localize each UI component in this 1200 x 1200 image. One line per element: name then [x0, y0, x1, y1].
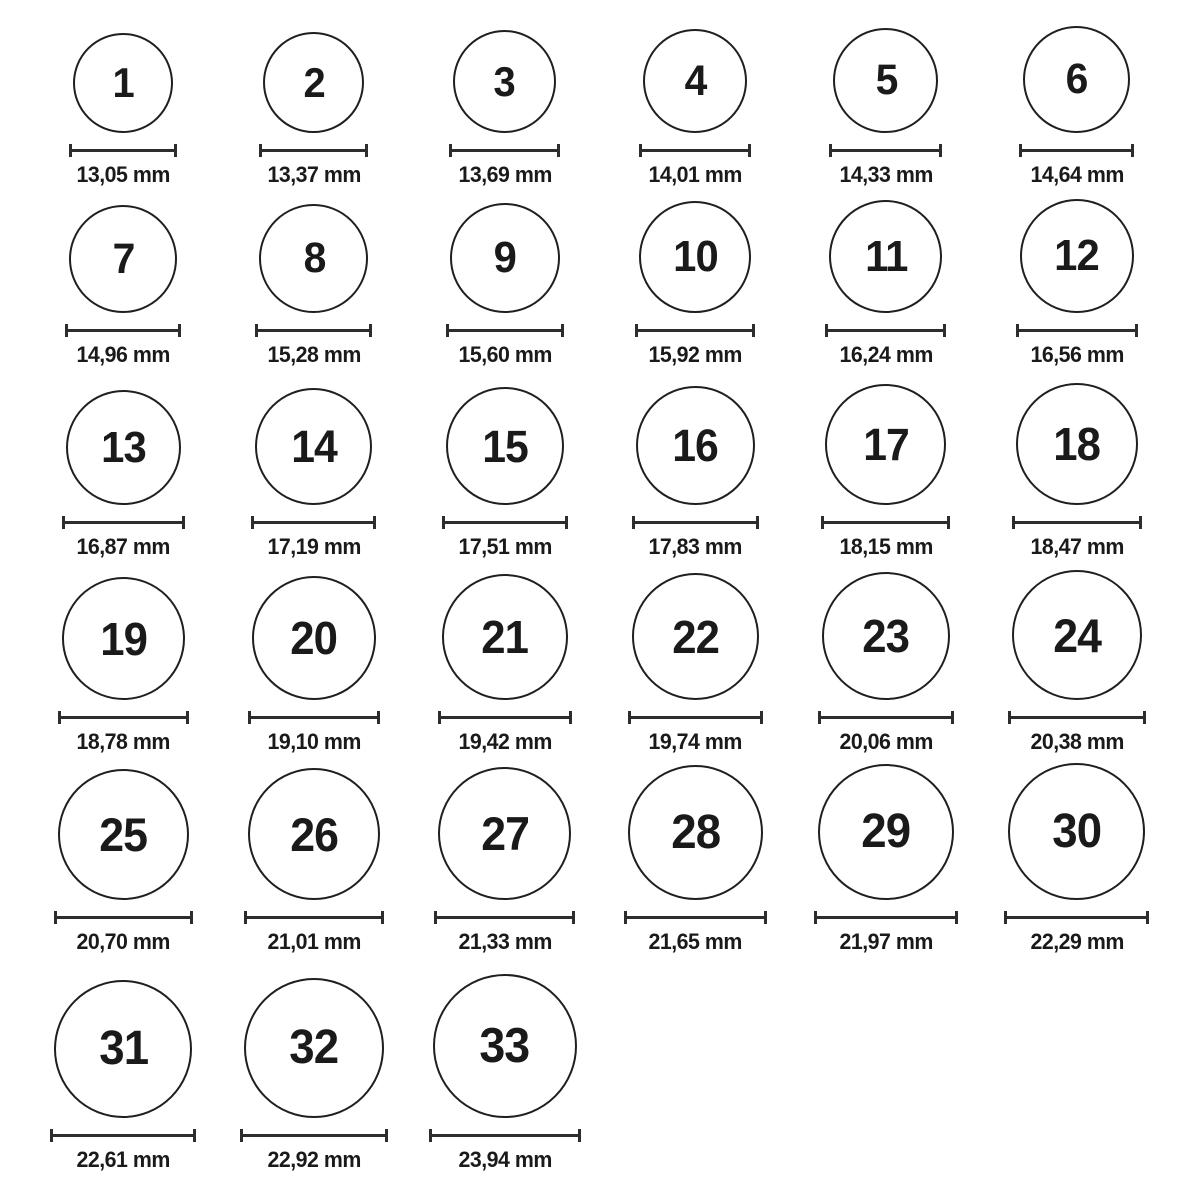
ring-circle	[1012, 570, 1142, 700]
diameter-ruler-line	[1018, 329, 1136, 332]
diameter-label: 22,92 mm	[267, 1147, 361, 1172]
ring-size-number: 3	[494, 57, 516, 105]
ring-size-item	[791, 757, 982, 957]
ring-circle	[643, 29, 747, 133]
ring-circle	[433, 974, 577, 1118]
ring-size-item	[219, 562, 410, 757]
diameter-ruler-line	[56, 916, 191, 919]
diameter-ruler-icon	[50, 1129, 196, 1142]
ring-size-number: 22	[671, 610, 719, 663]
diameter-ruler-line	[246, 916, 382, 919]
diameter-ruler-icon	[1012, 516, 1142, 529]
diameter-label: 21,97 mm	[839, 929, 933, 954]
diameter-ruler-icon	[62, 516, 185, 529]
diameter-ruler-line	[634, 521, 757, 524]
diameter-ruler-line	[1006, 916, 1147, 919]
diameter-label: 21,33 mm	[457, 929, 552, 954]
diameter-label: 22,29 mm	[1029, 929, 1124, 954]
diameter-ruler-icon	[628, 711, 763, 724]
diameter-ruler-line	[64, 521, 183, 524]
ring-circle	[244, 978, 384, 1118]
diameter-label: 19,42 mm	[457, 729, 552, 754]
diameter-ruler-icon	[449, 144, 560, 157]
diameter-ruler-line	[250, 716, 378, 719]
ring-size-item	[600, 757, 791, 957]
diameter-ruler-icon	[429, 1129, 581, 1142]
diameter-ruler-line	[67, 329, 179, 332]
ring-size-item	[981, 757, 1172, 957]
ring-size-number: 31	[98, 1022, 148, 1075]
diameter-ruler-icon	[1004, 911, 1149, 924]
diameter-ruler-icon	[446, 324, 564, 337]
ring-size-number: 2	[303, 58, 325, 106]
diameter-ruler-line	[448, 329, 562, 332]
diameter-ruler-icon	[632, 516, 759, 529]
diameter-ruler-icon	[244, 911, 384, 924]
diameter-ruler-icon	[818, 711, 954, 724]
ring-size-number: 7	[112, 234, 135, 283]
ring-size-number: 21	[481, 611, 529, 663]
diameter-ruler-icon	[829, 144, 942, 157]
diameter-label: 14,01 mm	[648, 162, 743, 187]
diameter-ruler-icon	[54, 911, 193, 924]
ring-size-number: 24	[1052, 608, 1101, 662]
diameter-label: 19,74 mm	[648, 729, 743, 754]
ring-size-item	[409, 0, 600, 190]
ring-size-number: 26	[290, 807, 338, 861]
diameter-ruler-line	[431, 1134, 579, 1137]
diameter-label: 20,06 mm	[839, 729, 933, 754]
ring-size-number: 13	[101, 422, 146, 472]
diameter-label: 14,96 mm	[76, 342, 171, 367]
ring-size-item	[791, 190, 982, 370]
ring-circle	[822, 572, 950, 700]
ring-size-item	[28, 957, 219, 1175]
diameter-ruler-line	[440, 716, 570, 719]
ring-size-number: 29	[861, 805, 911, 858]
ring-size-number: 6	[1065, 55, 1088, 103]
diameter-ruler-line	[820, 716, 952, 719]
diameter-label: 18,47 mm	[1029, 534, 1124, 559]
diameter-ruler-line	[1021, 149, 1132, 152]
diameter-label: 16,87 mm	[76, 534, 171, 559]
ring-size-item	[600, 562, 791, 757]
diameter-label: 17,51 mm	[457, 534, 552, 559]
ring-size-number: 12	[1054, 231, 1099, 280]
ring-size-item	[600, 190, 791, 370]
ring-circle	[825, 384, 946, 505]
diameter-ruler-line	[1010, 716, 1144, 719]
ring-circle	[639, 201, 751, 313]
ring-size-number: 9	[493, 233, 516, 282]
diameter-label: 13,69 mm	[457, 162, 552, 187]
diameter-label: 21,01 mm	[267, 929, 361, 954]
diameter-ruler-icon	[240, 1129, 388, 1142]
ring-circle	[829, 200, 942, 313]
ring-size-item	[409, 190, 600, 370]
ring-circle	[73, 33, 173, 133]
ring-size-item	[219, 957, 410, 1175]
ring-size-number: 33	[479, 1018, 530, 1073]
diameter-ruler-line	[637, 329, 753, 332]
ring-size-number: 23	[862, 610, 910, 662]
ring-size-number: 32	[289, 1021, 339, 1074]
diameter-ruler-icon	[58, 711, 189, 724]
ring-size-item	[409, 370, 600, 562]
diameter-ruler-line	[816, 916, 956, 919]
ring-size-item	[28, 757, 219, 957]
diameter-ruler-icon	[814, 911, 958, 924]
ring-circle	[62, 577, 185, 700]
diameter-ruler-line	[831, 149, 940, 152]
diameter-ruler-icon	[65, 324, 181, 337]
ring-size-item	[791, 562, 982, 757]
diameter-ruler-icon	[251, 516, 376, 529]
ring-circle	[818, 764, 954, 900]
ring-circle	[442, 574, 568, 700]
diameter-ruler-line	[827, 329, 944, 332]
diameter-label: 17,83 mm	[648, 534, 743, 559]
ring-size-item	[219, 757, 410, 957]
ring-size-number: 5	[875, 56, 897, 104]
ring-size-item	[409, 562, 600, 757]
diameter-ruler-line	[1014, 521, 1140, 524]
ring-circle	[1020, 199, 1134, 313]
diameter-ruler-line	[444, 521, 566, 524]
ring-circle	[263, 32, 364, 133]
diameter-label: 20,38 mm	[1029, 729, 1124, 754]
diameter-label: 19,10 mm	[267, 729, 361, 754]
ring-size-number: 17	[863, 419, 909, 470]
diameter-ruler-icon	[624, 911, 767, 924]
diameter-ruler-icon	[248, 711, 380, 724]
ring-size-number: 18	[1053, 418, 1101, 470]
ring-circle	[252, 576, 376, 700]
diameter-label: 13,37 mm	[267, 162, 361, 187]
ring-size-item	[219, 370, 410, 562]
diameter-label: 15,92 mm	[648, 342, 743, 367]
diameter-label: 23,94 mm	[457, 1147, 552, 1172]
diameter-ruler-icon	[69, 144, 177, 157]
ring-size-number: 14	[291, 421, 337, 472]
diameter-ruler-line	[823, 521, 948, 524]
ring-size-number: 15	[481, 420, 528, 472]
ring-size-item	[791, 0, 982, 190]
ring-size-number: 25	[99, 808, 148, 861]
diameter-label: 17,19 mm	[267, 534, 361, 559]
diameter-ruler-icon	[1016, 324, 1138, 337]
ring-size-item	[600, 0, 791, 190]
ring-size-number: 28	[670, 805, 720, 859]
diameter-ruler-line	[71, 149, 175, 152]
ring-circle	[1008, 763, 1145, 900]
ring-circle	[66, 390, 181, 505]
diameter-ruler-icon	[442, 516, 568, 529]
ring-circle	[628, 765, 763, 900]
ring-size-item	[219, 0, 410, 190]
ring-size-item	[28, 0, 219, 190]
diameter-ruler-line	[261, 149, 366, 152]
ring-size-number: 10	[673, 232, 718, 281]
diameter-ruler-icon	[825, 324, 946, 337]
diameter-ruler-line	[641, 149, 749, 152]
diameter-ruler-line	[253, 521, 374, 524]
ring-size-item	[981, 370, 1172, 562]
ring-circle	[255, 388, 372, 505]
diameter-ruler-icon	[434, 911, 575, 924]
diameter-ruler-icon	[1008, 711, 1146, 724]
ring-size-number: 20	[290, 612, 338, 664]
ring-size-item	[409, 757, 600, 957]
diameter-ruler-icon	[259, 144, 368, 157]
diameter-label: 21,65 mm	[648, 929, 743, 954]
ring-circle	[54, 980, 192, 1118]
diameter-label: 16,56 mm	[1029, 342, 1124, 367]
diameter-ruler-line	[630, 716, 761, 719]
ring-circle	[1016, 383, 1138, 505]
diameter-label: 15,60 mm	[457, 342, 552, 367]
ring-size-item	[981, 0, 1172, 190]
ring-size-number: 30	[1052, 804, 1102, 858]
ring-size-item	[981, 562, 1172, 757]
diameter-label: 20,70 mm	[76, 929, 171, 954]
ring-circle	[446, 387, 564, 505]
ring-circle	[58, 769, 189, 900]
ring-circle	[833, 28, 938, 133]
ring-size-item	[981, 190, 1172, 370]
ring-size-number: 19	[99, 612, 147, 665]
diameter-ruler-line	[626, 916, 765, 919]
ring-size-item	[28, 190, 219, 370]
ring-circle	[69, 205, 177, 313]
ring-circle	[636, 386, 755, 505]
ring-size-number: 16	[672, 420, 719, 471]
diameter-label: 22,61 mm	[76, 1147, 171, 1172]
ring-circle	[259, 204, 368, 313]
diameter-ruler-line	[52, 1134, 194, 1137]
diameter-ruler-icon	[1019, 144, 1134, 157]
diameter-ruler-icon	[438, 711, 572, 724]
ring-size-number: 27	[480, 807, 529, 860]
diameter-ruler-icon	[821, 516, 950, 529]
diameter-label: 18,15 mm	[839, 534, 933, 559]
diameter-ruler-line	[436, 916, 573, 919]
diameter-label: 14,64 mm	[1029, 162, 1124, 187]
diameter-ruler-icon	[635, 324, 755, 337]
ring-size-number: 8	[303, 234, 325, 282]
diameter-ruler-line	[60, 716, 187, 719]
ring-size-item	[600, 370, 791, 562]
ring-circle	[1023, 26, 1130, 133]
diameter-ruler-line	[451, 149, 558, 152]
ring-circle	[453, 30, 556, 133]
diameter-ruler-line	[242, 1134, 386, 1137]
ring-size-number: 11	[864, 231, 908, 281]
diameter-label: 14,33 mm	[839, 162, 933, 187]
ring-circle	[632, 573, 759, 700]
ring-size-number: 4	[684, 56, 707, 105]
diameter-label: 18,78 mm	[76, 729, 171, 754]
ring-circle	[438, 767, 571, 900]
ring-size-item	[791, 370, 982, 562]
ring-size-item	[28, 562, 219, 757]
ring-size-number: 1	[112, 59, 134, 106]
ring-size-item	[28, 370, 219, 562]
diameter-ruler-icon	[639, 144, 751, 157]
diameter-ruler-icon	[255, 324, 372, 337]
ring-circle	[248, 768, 380, 900]
ring-size-item	[409, 957, 600, 1175]
diameter-label: 16,24 mm	[839, 342, 933, 367]
diameter-ruler-line	[257, 329, 370, 332]
ring-circle	[450, 203, 560, 313]
diameter-label: 15,28 mm	[267, 342, 361, 367]
ring-size-item	[219, 190, 410, 370]
diameter-label: 13,05 mm	[76, 162, 171, 187]
